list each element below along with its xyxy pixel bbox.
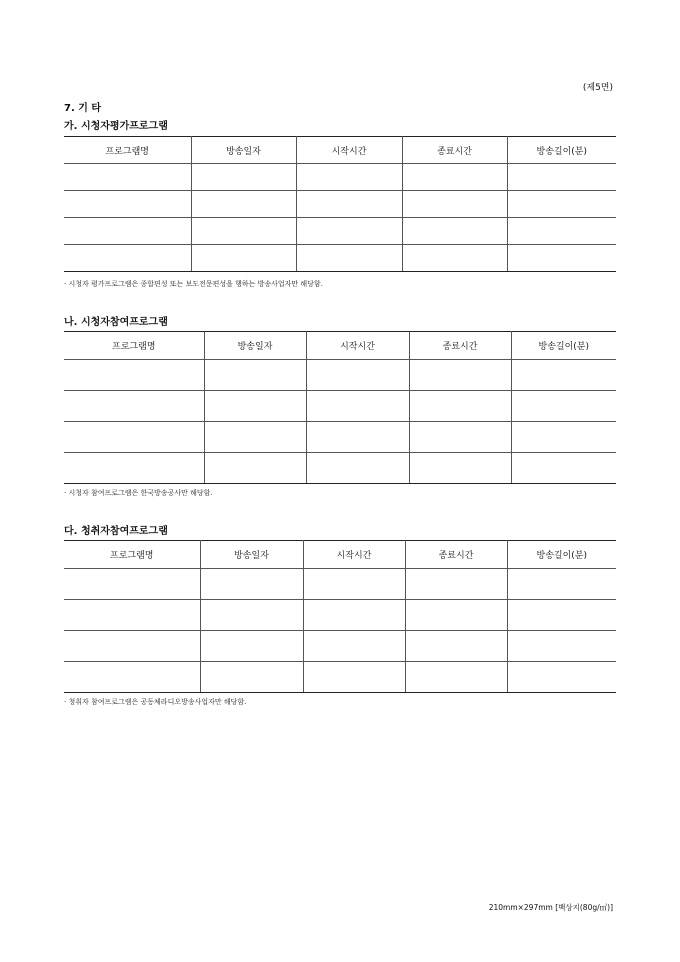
table-cell[interactable]: [405, 600, 507, 631]
column-header-broadcast-length: 방송길이(분): [507, 137, 616, 164]
table-cell[interactable]: [64, 218, 191, 245]
table-row: [64, 662, 616, 693]
table-cell[interactable]: [511, 360, 616, 391]
table-cell[interactable]: [405, 662, 507, 693]
column-header-end-time: 종료시간: [402, 137, 507, 164]
table-title-viewer-participation: 나. 시청자참여프로그램: [64, 317, 168, 328]
table-title-viewer-evaluation: 가. 시청자평가프로그램: [64, 121, 168, 132]
table-cell[interactable]: [303, 569, 405, 600]
table-cell[interactable]: [511, 391, 616, 422]
table-cell[interactable]: [64, 422, 204, 453]
table-cell[interactable]: [507, 662, 616, 693]
table-cell[interactable]: [409, 391, 511, 422]
table-row: [64, 360, 616, 391]
table-cell[interactable]: [64, 360, 204, 391]
table-cell[interactable]: [64, 600, 200, 631]
table-cell[interactable]: [64, 569, 200, 600]
table-cell[interactable]: [64, 391, 204, 422]
table-cell[interactable]: [306, 391, 409, 422]
table-row: [64, 218, 616, 245]
table-cell[interactable]: [191, 164, 296, 191]
page-number-label: (제5면): [582, 83, 613, 93]
table-cell[interactable]: [306, 453, 409, 484]
table-cell[interactable]: [402, 218, 507, 245]
table-cell[interactable]: [402, 245, 507, 272]
table-cell[interactable]: [507, 600, 616, 631]
table-row: [64, 191, 616, 218]
column-header-broadcast-length: 방송길이(분): [507, 541, 616, 569]
table-cell[interactable]: [303, 631, 405, 662]
table-cell[interactable]: [409, 453, 511, 484]
table-cell[interactable]: [511, 422, 616, 453]
column-header-broadcast-date: 방송일자: [200, 541, 303, 569]
table-note-viewer-evaluation: · 시청자 평가프로그램은 종합편성 또는 보도전문편성을 행하는 방송사업자만 해당함.: [64, 280, 323, 288]
table-cell[interactable]: [191, 218, 296, 245]
column-header-program-name: 프로그램명: [64, 541, 200, 569]
table-note-viewer-participation: · 시청자 참여프로그램은 한국방송공사만 해당함.: [64, 489, 213, 497]
table-title-listener-participation: 다. 청취자참여프로그램: [64, 526, 168, 537]
table-cell[interactable]: [405, 631, 507, 662]
table-cell[interactable]: [64, 453, 204, 484]
table-cell[interactable]: [200, 631, 303, 662]
table-cell[interactable]: [191, 245, 296, 272]
table-cell[interactable]: [507, 631, 616, 662]
table-cell[interactable]: [402, 191, 507, 218]
table-row: [64, 631, 616, 662]
table-cell[interactable]: [507, 191, 616, 218]
table-row: [64, 453, 616, 484]
column-header-broadcast-date: 방송일자: [204, 332, 306, 360]
table-cell[interactable]: [507, 569, 616, 600]
table-row: [64, 245, 616, 272]
table-cell[interactable]: [409, 360, 511, 391]
table-row: [64, 569, 616, 600]
table-cell[interactable]: [511, 453, 616, 484]
column-header-program-name: 프로그램명: [64, 332, 204, 360]
table-cell[interactable]: [306, 422, 409, 453]
viewer-evaluation-table: [64, 136, 616, 272]
column-header-end-time: 종료시간: [405, 541, 507, 569]
column-header-broadcast-date: 방송일자: [191, 137, 296, 164]
table-cell[interactable]: [296, 191, 402, 218]
paper-size-footer: 210mm×297mm [백상지(80g/㎡)]: [488, 903, 613, 912]
table-cell[interactable]: [204, 391, 306, 422]
table-cell[interactable]: [409, 422, 511, 453]
table-cell[interactable]: [64, 245, 191, 272]
table-cell[interactable]: [200, 662, 303, 693]
table-note-listener-participation: · 청취자 참여프로그램은 공동체라디오방송사업자만 해당함.: [64, 698, 247, 706]
table-cell[interactable]: [402, 164, 507, 191]
table-row: [64, 422, 616, 453]
viewer-participation-table: [64, 331, 616, 484]
column-header-start-time: 시작시간: [306, 332, 409, 360]
table-cell[interactable]: [191, 191, 296, 218]
listener-participation-table: [64, 540, 616, 693]
column-header-start-time: 시작시간: [303, 541, 405, 569]
column-header-broadcast-length: 방송길이(분): [511, 332, 616, 360]
table-cell[interactable]: [296, 245, 402, 272]
table-cell[interactable]: [306, 360, 409, 391]
table-cell[interactable]: [64, 631, 200, 662]
table-cell[interactable]: [296, 218, 402, 245]
table-cell[interactable]: [303, 662, 405, 693]
table-row: [64, 391, 616, 422]
column-header-program-name: 프로그램명: [64, 137, 191, 164]
table-row: [64, 600, 616, 631]
table-row: [64, 164, 616, 191]
table-cell[interactable]: [64, 662, 200, 693]
table-cell[interactable]: [507, 164, 616, 191]
table-cell[interactable]: [200, 600, 303, 631]
table-cell[interactable]: [204, 422, 306, 453]
column-header-start-time: 시작시간: [296, 137, 402, 164]
table-cell[interactable]: [405, 569, 507, 600]
table-cell[interactable]: [296, 164, 402, 191]
table-cell[interactable]: [303, 600, 405, 631]
table-cell[interactable]: [507, 245, 616, 272]
table-cell[interactable]: [204, 360, 306, 391]
column-header-end-time: 종료시간: [409, 332, 511, 360]
table-cell[interactable]: [64, 164, 191, 191]
table-cell[interactable]: [64, 191, 191, 218]
table-cell[interactable]: [204, 453, 306, 484]
section-title: 7. 기 타: [64, 103, 102, 114]
table-cell[interactable]: [507, 218, 616, 245]
table-cell[interactable]: [200, 569, 303, 600]
